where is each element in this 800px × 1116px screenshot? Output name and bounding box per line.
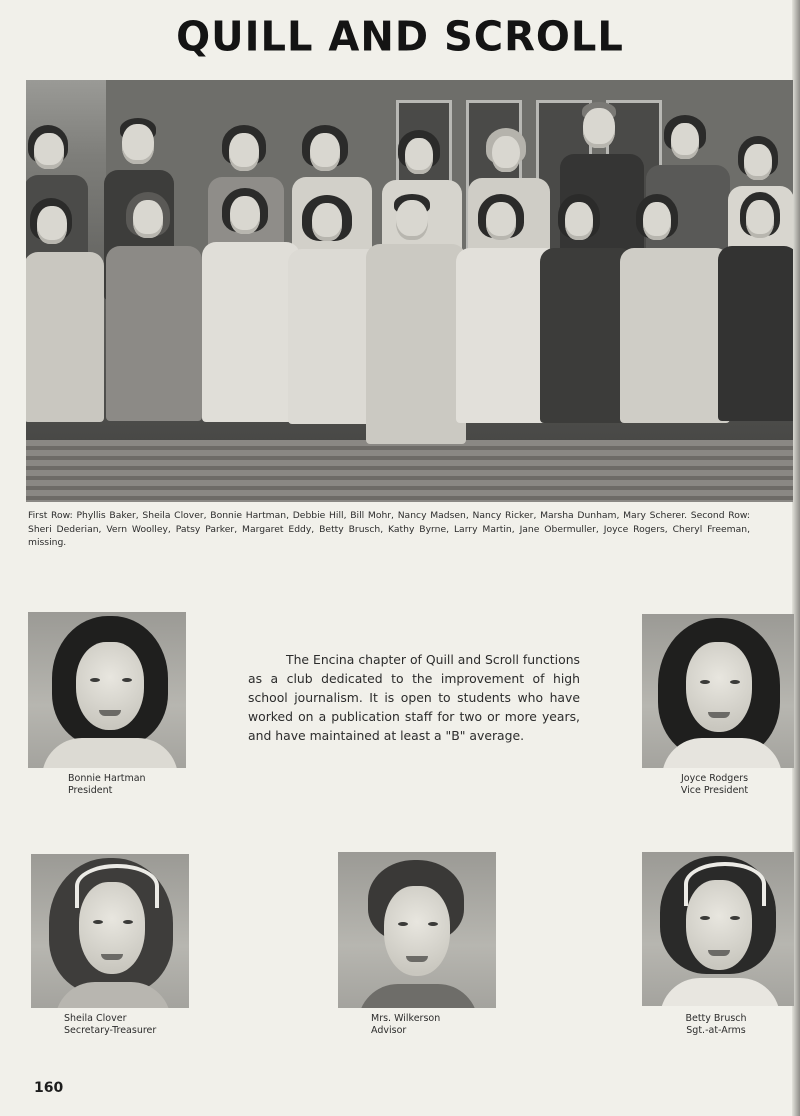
officer-title: Advisor xyxy=(371,1025,407,1036)
officer-name: Bonnie Hartman xyxy=(68,773,146,784)
officer-title: Vice President xyxy=(680,785,749,796)
group-photo xyxy=(26,80,793,502)
group-photo-caption: First Row: Phyllis Baker, Sheila Clover, Bonnie Hartman, Debbie Hill, Bill Mohr, Nancy Madsen, Nancy Ricker, Marsha Dunham, Mary Scherer. Second Row: Sheri Dederian, Vern Woolley, Patsy Parker, Margaret Eddy, Betty Brusch, Kathy Byrne, Larry Martin, Jane Obermuller, Joyce Rogers, Cheryl Freeman, missing. xyxy=(28,510,750,548)
page-number: 160 xyxy=(34,1080,64,1096)
officer-name: Joyce Rodgers xyxy=(680,773,749,784)
officer-name: Betty Brusch xyxy=(685,1013,747,1024)
officer-caption-sgt-at-arms xyxy=(642,1013,790,1037)
officer-title: Sgt.-at-Arms xyxy=(686,1025,746,1036)
officer-name: Sheila Clover xyxy=(64,1013,127,1024)
page-title: QUILL AND SCROLL xyxy=(176,13,624,61)
portrait-mrs-wilkerson xyxy=(338,852,496,1008)
photo-brick-wall xyxy=(26,440,793,502)
portrait-joyce-rodgers xyxy=(642,614,794,768)
club-description: The Encina chapter of Quill and Scroll functions as a club dedicated to the improvement of high school journalism. It is open to students who have worked on a publication staff for two or more years, and have maintained at least a "B" average. xyxy=(248,652,580,743)
portrait-sheila-clover xyxy=(31,854,189,1008)
officer-caption-advisor xyxy=(371,1013,440,1037)
officer-title: Secretary-Treasurer xyxy=(64,1025,157,1036)
officer-name: Mrs. Wilkerson xyxy=(371,1013,441,1024)
portrait-betty-brusch xyxy=(642,852,794,1006)
officer-caption-vice-president xyxy=(642,773,787,797)
officer-title: President xyxy=(68,785,113,796)
officer-caption-president xyxy=(68,773,146,797)
officer-caption-secretary-treasurer xyxy=(64,1013,156,1037)
portrait-bonnie-hartman xyxy=(28,612,186,768)
